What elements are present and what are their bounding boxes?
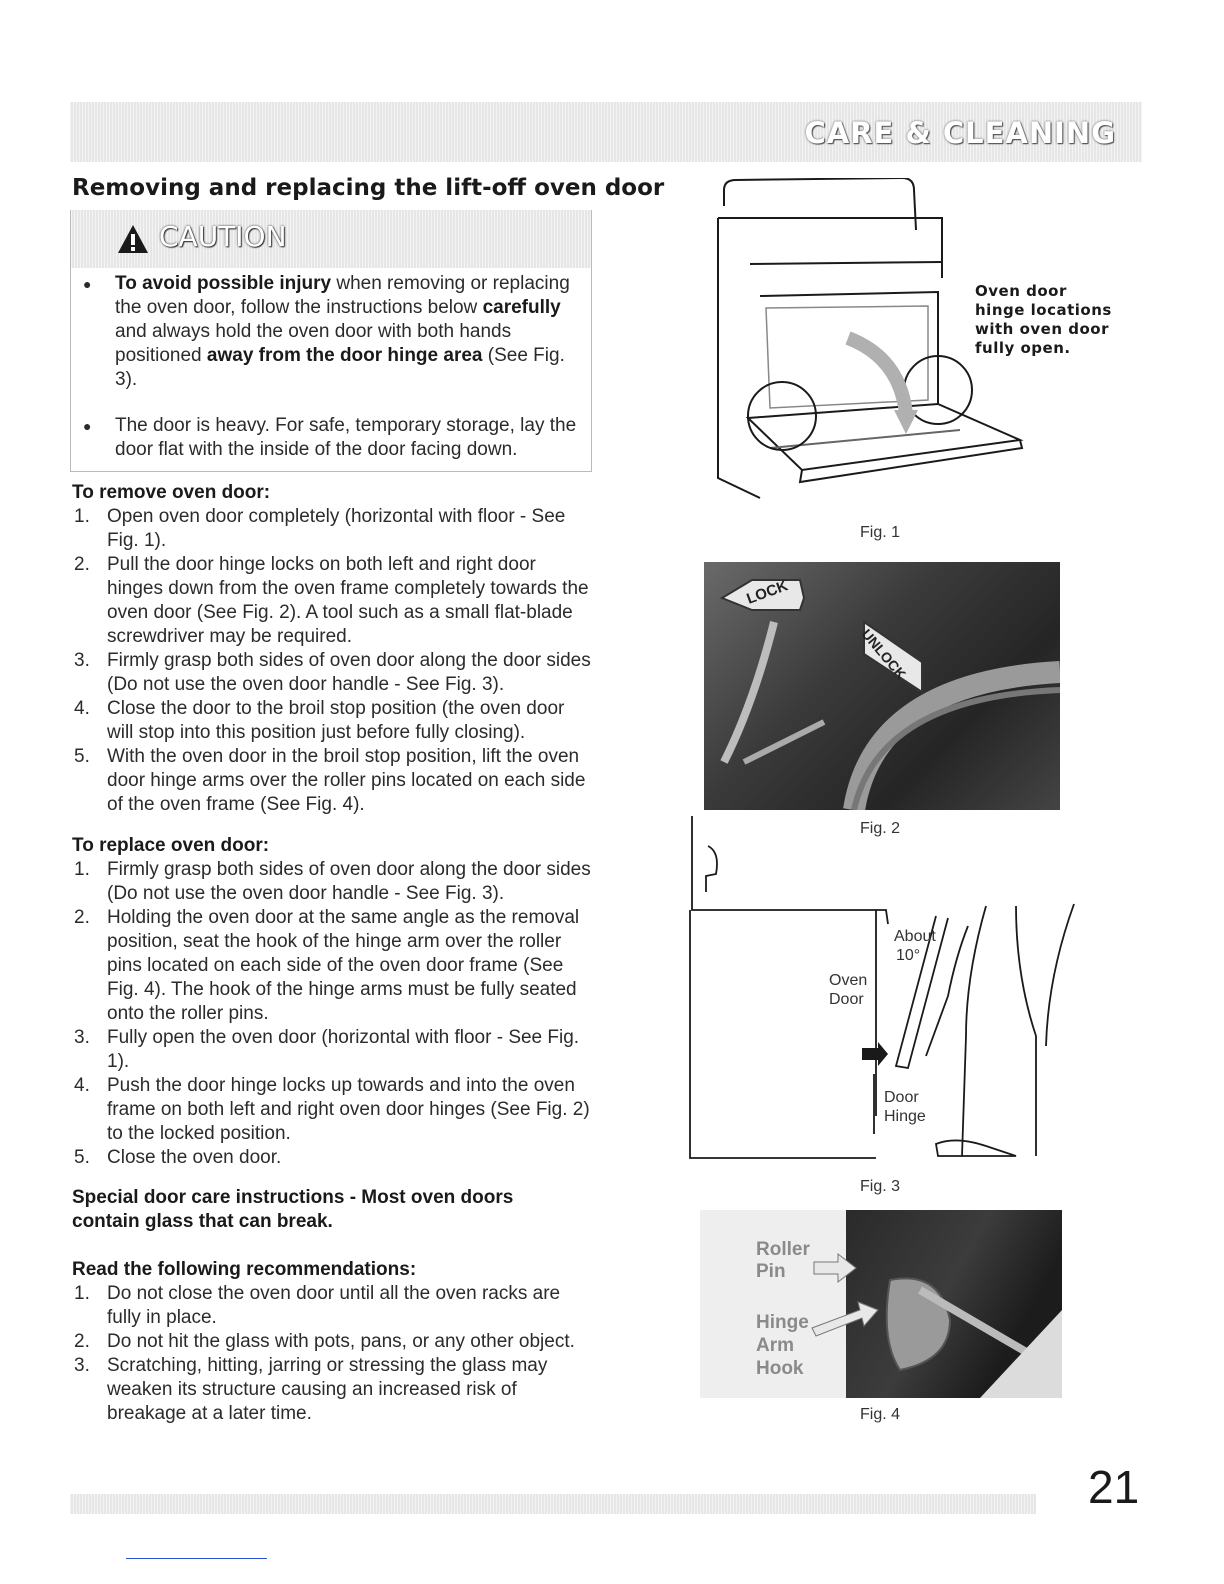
step-text: Push the door hinge locks up towards and into the oven frame on both left and right oven door hinges (See Fig. 2) to the locked position. — [107, 1075, 590, 1144]
recommend-steps — [74, 1282, 594, 1426]
list-item: 1. Open oven door completely (horizontal with floor - See Fig. 1). — [74, 506, 566, 551]
caution-text: The door is heavy. For safe, temporary storage, lay the door flat with the inside of the door facing down. — [115, 415, 577, 460]
list-item: 4. Push the door hinge locks up towards and into the oven frame on both left and right oven door hinges (See Fig. 2) to the locked position. — [74, 1075, 590, 1144]
list-item: 2. Do not hit the glass with pots, pans, or any other object. — [74, 1331, 575, 1352]
step-text: Firmly grasp both sides of oven door along the door sides (Do not use the oven door handle - See Fig. 3). — [107, 650, 591, 695]
remove-steps — [74, 505, 594, 817]
caution-title: CAUTION — [159, 220, 287, 253]
roller-pin-photo — [700, 1210, 1062, 1398]
roller-label: Roller — [756, 1239, 810, 1260]
list-item: 1. Firmly grasp both sides of oven door along the door sides (Do not use the oven door handle - See Fig. 3). — [74, 859, 591, 904]
caution-text: when removing or replacing the oven door, follow the instructions below — [115, 273, 570, 318]
caution-item: ● To avoid possible injury when removing or replacing the oven door, follow the instructions below carefully and always hold the oven door with both hands positioned away from the door hinge area (See Fig. 3). — [83, 273, 570, 390]
caution-box — [70, 210, 592, 472]
figure-caption: Fig. 2 — [860, 820, 901, 837]
list-item: 5. Close the oven door. — [74, 1147, 282, 1168]
replace-steps — [74, 858, 594, 1170]
caution-item: ● The door is heavy. For safe, temporary storage, lay the door flat with the inside of the door facing down. — [83, 414, 588, 462]
hinge-lock-photo — [704, 562, 1060, 810]
list-item: 3. Firmly grasp both sides of oven door along the door sides (Do not use the oven door handle - See Fig. 3). — [74, 650, 591, 695]
caution-bold-text: away from the door hinge area — [206, 345, 483, 366]
list-item: 4. Close the door to the broil stop position (the oven door will stop into this position just before fully closing). — [74, 698, 565, 743]
step-text: Firmly grasp both sides of oven door along the door sides (Do not use the oven door handle - See Fig. 3). — [107, 859, 591, 904]
figure-caption: Fig. 1 — [860, 524, 901, 541]
recommend-heading: Read the following recommendations: — [72, 1259, 417, 1280]
arm-label: Arm — [756, 1335, 795, 1356]
step-text: Close the door to the broil stop position (the oven door will stop into this position just before fully closing). — [107, 698, 565, 743]
remove-heading: To remove oven door: — [72, 482, 271, 503]
door-hinge-label: Door — [884, 1089, 919, 1106]
angle-value-label: 10° — [896, 947, 921, 964]
list-item: 5. With the oven door in the broil stop position, lift the oven door hinge arms over the roller pins located on each side of the oven frame (See Fig. 4). — [74, 746, 586, 815]
caution-text: and always hold the oven door with both hands positioned — [115, 321, 512, 366]
page-number: 21 — [1088, 1461, 1140, 1513]
hinge-label: Hinge — [756, 1312, 809, 1333]
list-item: 2. Holding the oven door at the same angle as the removal position, seat the hook of the hinge arm over the roller pins located on each side of the oven door frame (See Fig. 4). The hook of the hinge arms must be fully seated onto the roller pins. — [74, 907, 580, 1024]
hinge-hook-illustration — [700, 1210, 1062, 1398]
warning-icon — [117, 224, 149, 254]
angle-about-label: About — [894, 928, 936, 945]
door-hinge-label: Hinge — [884, 1108, 926, 1125]
step-text: Fully open the oven door (horizontal with floor - See Fig. 1). — [107, 1027, 580, 1072]
step-text: Do not hit the glass with pots, pans, or any other object. — [107, 1331, 575, 1352]
step-text: Scratching, hitting, jarring or stressing the glass may weaken its structure causing an increased risk of breakage at a later time. — [107, 1355, 548, 1424]
unlock-label: UNLOCK — [858, 625, 910, 683]
step-text: Holding the oven door at the same angle as the removal position, seat the hook of the hinge arm over the roller pins located on each side of the oven door frame (See Fig. 4). The hook of the hinge arms must be fully seated onto the roller pins. — [107, 907, 580, 1024]
special-care-heading: Special door care instructions - Most oven doors contain glass that can break. — [72, 1187, 514, 1232]
hinge-locations-callout: Oven door hinge locations with oven door fully open. — [975, 282, 1112, 357]
pin-label: Pin — [756, 1261, 786, 1282]
list-item: 3. Fully open the oven door (horizontal with floor - See Fig. 1). — [74, 1027, 580, 1072]
oven-label: Oven — [829, 972, 868, 989]
section-header-band — [70, 102, 1142, 162]
step-text: Pull the door hinge locks on both left and right door hinges down from the oven frame completely towards the oven door (See Fig. 2). A tool such as a small flat-blade screwdriver may be required. — [107, 554, 589, 647]
section-title: CARE & CLEANING — [804, 116, 1116, 150]
door-label: Door — [829, 991, 864, 1008]
step-text: Close the oven door. — [107, 1147, 282, 1168]
step-text: Do not close the oven door until all the oven racks are fully in place. — [107, 1283, 561, 1328]
caution-bold-text: carefully — [482, 297, 561, 318]
replace-heading: To replace oven door: — [72, 835, 270, 856]
figure-caption: Fig. 3 — [860, 1178, 901, 1195]
page-title: Removing and replacing the lift-off oven door — [72, 175, 665, 201]
hook-label: Hook — [756, 1358, 804, 1379]
step-text: With the oven door in the broil stop position, lift the oven door hinge arms over the roller pins located on each side of the oven frame (See Fig. 4). — [107, 746, 586, 815]
lock-label: LOCK — [744, 577, 791, 608]
step-text: Open oven door completely (horizontal with floor - See Fig. 1). — [107, 506, 566, 551]
list-item: 2. Pull the door hinge locks on both left and right door hinges down from the oven frame completely towards the oven door (See Fig. 2). A tool such as a small flat-blade screwdriver may be required. — [74, 554, 589, 647]
footer-band — [70, 1494, 1036, 1514]
caution-bold-text: To avoid possible injury — [115, 273, 332, 294]
caution-header — [71, 210, 591, 268]
caution-text: (See Fig. 3). — [115, 345, 565, 390]
figure-caption: Fig. 4 — [860, 1406, 901, 1423]
list-item: 1. Do not close the oven door until all the oven racks are fully in place. — [74, 1283, 561, 1328]
list-item: 3. Scratching, hitting, jarring or stressing the glass may weaken its structure causing an increased risk of breakage at a later time. — [74, 1355, 548, 1424]
divider — [126, 1558, 267, 1559]
